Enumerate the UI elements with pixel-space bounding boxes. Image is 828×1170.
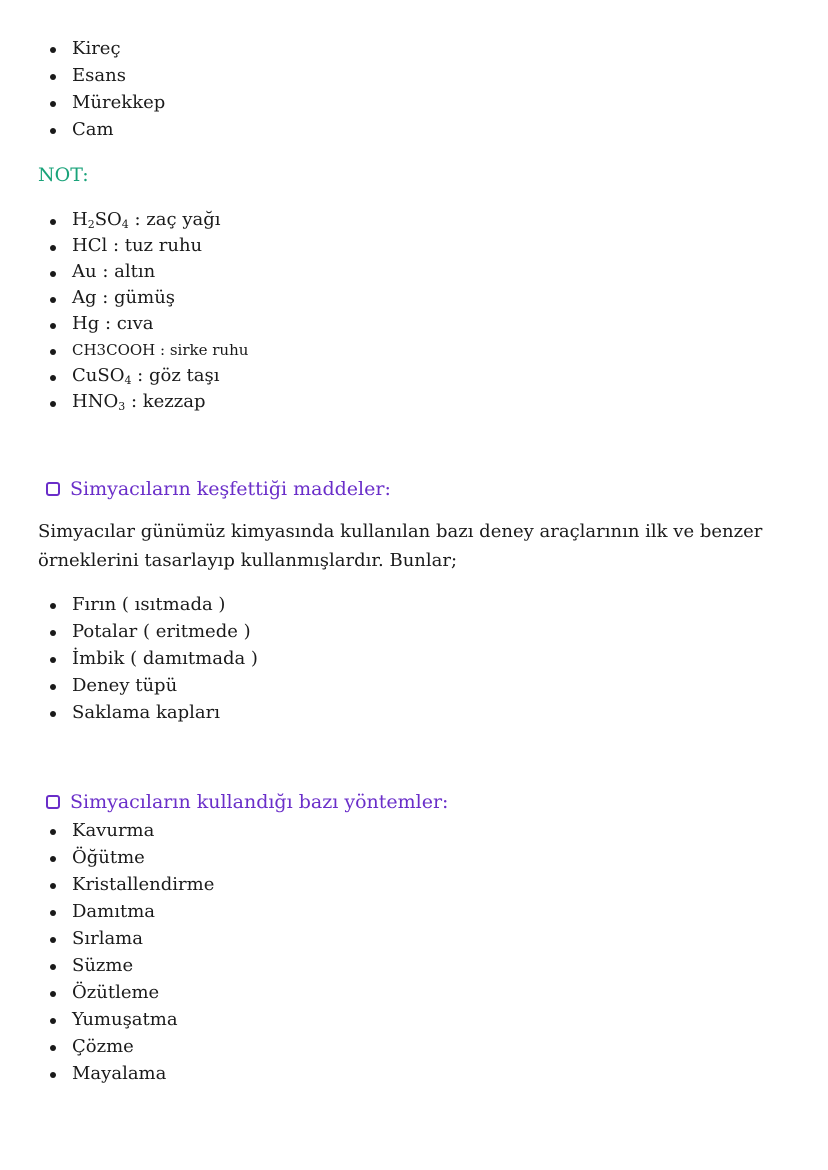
list-item: Mayalama xyxy=(46,1060,214,1087)
section-heading xyxy=(46,791,448,813)
tool-list xyxy=(46,591,258,726)
list-item: Kireç xyxy=(46,35,165,62)
list-item: CH3COOH : sirke ruhu xyxy=(46,337,248,363)
section-heading xyxy=(46,478,391,500)
list-item: Yumuşatma xyxy=(46,1006,214,1033)
checkbox-icon xyxy=(46,482,60,496)
section-heading-text: Simyacıların keşfettiği maddeler: xyxy=(70,478,391,500)
list-item: Sırlama xyxy=(46,925,214,952)
list-item: Cam xyxy=(46,116,165,143)
list-item: İmbik ( damıtmada ) xyxy=(46,645,258,672)
list-item: Mürekkep xyxy=(46,89,165,116)
list-item: $H_2SO_4$ : zaç yağı xyxy=(46,207,248,233)
list-item: Au : altın xyxy=(46,259,248,285)
list-item: HCl : tuz ruhu xyxy=(46,233,248,259)
note-list xyxy=(46,207,248,415)
list-item: Fırın ( ısıtmada ) xyxy=(46,591,258,618)
material-list xyxy=(46,35,165,143)
list-item: Potalar ( eritmede ) xyxy=(46,618,258,645)
method-list xyxy=(46,817,214,1087)
list-item: Kristallendirme xyxy=(46,871,214,898)
checkbox-icon xyxy=(46,795,60,809)
list-item: Hg : cıva xyxy=(46,311,248,337)
list-item: $HNO_3$ : kezzap xyxy=(46,389,248,415)
list-item: Süzme xyxy=(46,952,214,979)
paragraph: Simyacılar günümüz kimyasında kullanılan bazı deney araçlarının ilk ve benzer örneklerini tasarlayıp kullanmışlardır. Bunlar; xyxy=(38,521,763,571)
list-item: Kavurma xyxy=(46,817,214,844)
list-item: Esans xyxy=(46,62,165,89)
list-item: Ag : gümüş xyxy=(46,285,248,311)
list-item: Deney tüpü xyxy=(46,672,258,699)
section-heading-text: Simyacıların kullandığı bazı yöntemler: xyxy=(70,791,449,813)
list-item: Özütleme xyxy=(46,979,214,1006)
list-item: CuSO$_4$ : göz taşı xyxy=(46,363,248,389)
list-item: Çözme xyxy=(46,1033,214,1060)
note-title: NOT: xyxy=(38,164,89,186)
list-item: Damıtma xyxy=(46,898,214,925)
list-item: Saklama kapları xyxy=(46,699,258,726)
list-item: Öğütme xyxy=(46,844,214,871)
